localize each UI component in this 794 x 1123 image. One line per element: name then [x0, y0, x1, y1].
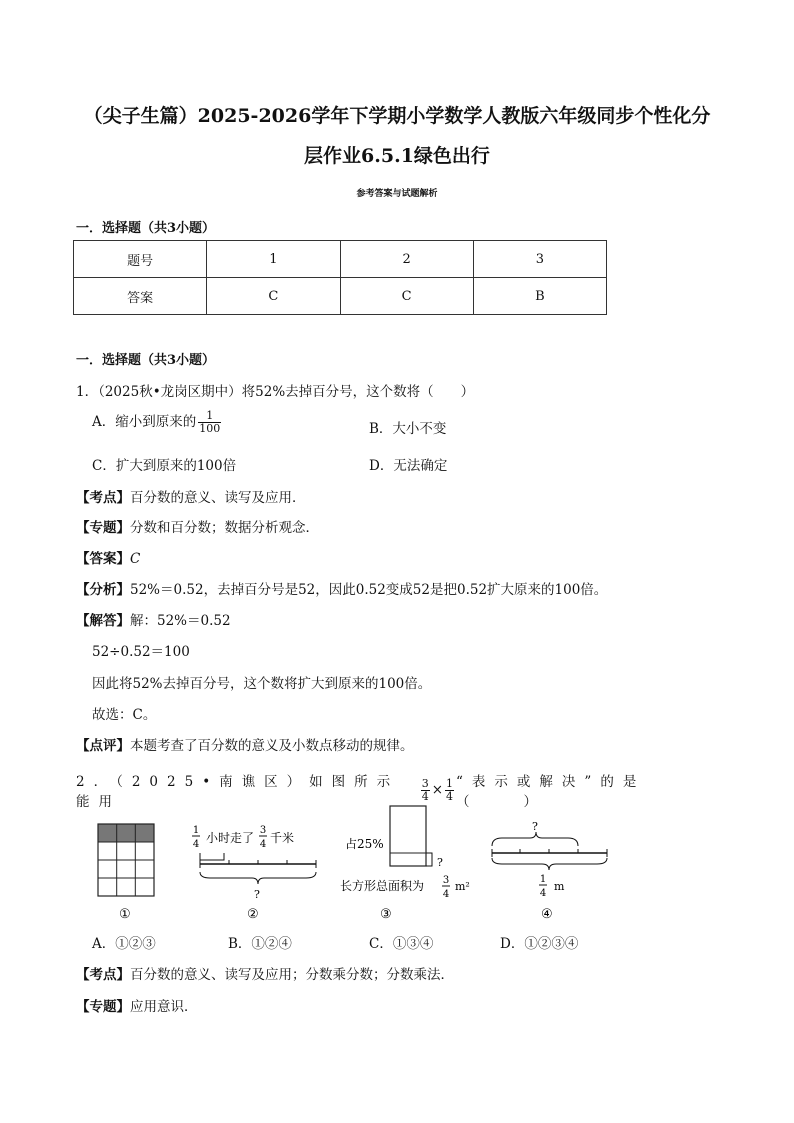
figure-4-diagram — [492, 820, 607, 899]
fig2-question: ? — [254, 888, 260, 901]
q2-stem-suffix: “表示或解决”的是（ ） — [456, 774, 646, 810]
q1-daan — [76, 547, 140, 567]
kaodian-text: 百分数的意义、读写及应用；分数乘分数；分数乘法． — [130, 967, 454, 983]
fig2-frac2-num: 3 — [259, 825, 267, 836]
fig2-label-b: 千米 — [270, 831, 295, 845]
q2-figures — [0, 800, 794, 930]
tag-label: 【专题】 — [76, 999, 130, 1015]
q2-option-a: A．①②③ — [92, 936, 156, 952]
q1-option-c: C．扩大到原来的100倍 — [92, 458, 237, 474]
table-cell: 1 — [207, 241, 340, 278]
fig3-question: ? — [437, 856, 443, 869]
q1-step3: 故选：C。 — [92, 707, 157, 723]
fig-label-4: ④ — [541, 907, 553, 922]
doc-subtitle: 参考答案与试题解析 — [356, 189, 438, 199]
q1-stem: 1．（2025秋•龙岗区期中）将52%去掉百分号，这个数将（ ） — [76, 384, 475, 400]
q1-option-a-text: A．缩小到原来的 — [92, 414, 197, 430]
answer-table — [73, 240, 607, 315]
fig-label-2: ② — [247, 907, 259, 922]
fig2-frac-num: 1 — [192, 825, 200, 836]
fig4-question: ? — [532, 820, 538, 833]
tag-label: 【解答】 — [76, 613, 130, 629]
tag-label: 【分析】 — [76, 582, 130, 598]
zhuanti-text: 应用意识． — [130, 999, 198, 1015]
denominator: 4 — [421, 789, 429, 803]
numerator: 3 — [421, 776, 429, 790]
q1-step2: 因此将52%去掉百分号，这个数将扩大到原来的100倍。 — [92, 676, 432, 692]
fig4-unit: m — [554, 880, 565, 893]
q2-stem-prefix: 2．（2025•南谯区）如图所示能用 — [76, 774, 400, 810]
q2-option-d: D．①②③④ — [500, 936, 579, 952]
q1-option-b: B．大小不变 — [369, 421, 447, 437]
fig-label-3: ③ — [380, 907, 392, 922]
fenxi-text: 52%＝0.52，去掉百分号是52，因此0.52变成52是把0.52扩大原来的100倍。 — [130, 582, 608, 598]
fig2-label-a: 小时走了 — [206, 831, 255, 845]
table-cell: C — [207, 278, 340, 315]
numerator: 1 — [198, 410, 221, 423]
q1-kaodian — [76, 486, 306, 506]
figure-2-diagram — [192, 825, 316, 901]
fig3-percent: 占25% — [345, 837, 384, 851]
tag-label: 【专题】 — [76, 520, 130, 536]
times-sign: × — [431, 781, 444, 798]
q1-fenxi — [76, 578, 607, 598]
table-cell: B — [473, 278, 606, 315]
fig3-frac-den: 4 — [442, 889, 450, 900]
figure-1-grid — [98, 824, 154, 896]
fig3-unit: m² — [455, 880, 470, 893]
tag-label: 【点评】 — [76, 738, 130, 754]
tag-label: 【考点】 — [76, 490, 130, 506]
table-cell: 2 — [340, 241, 473, 278]
denominator: 4 — [446, 789, 454, 803]
q2-option-c: C．①③④ — [369, 936, 434, 952]
q1-dianping — [76, 734, 414, 754]
fig-label-1: ① — [119, 907, 131, 922]
q1-option-a — [92, 410, 223, 435]
numerator: 1 — [446, 776, 454, 790]
q2-expression — [419, 778, 456, 803]
figure-3-rectangle — [340, 806, 470, 900]
q1-option-d: D．无法确定 — [369, 458, 448, 474]
table-cell: 答案 — [74, 278, 207, 315]
fig2-frac-den: 4 — [192, 839, 200, 850]
q2-option-b: B．①②④ — [228, 936, 292, 952]
dianping-text: 本题考查了百分数的意义及小数点移动的规律。 — [130, 738, 414, 754]
table-row — [74, 278, 607, 315]
daan-text: C — [130, 551, 141, 567]
denominator: 100 — [199, 422, 221, 435]
kaodian-text: 百分数的意义、读写及应用． — [130, 490, 306, 506]
q1-step1: 52÷0.52＝100 — [92, 644, 190, 660]
doc-title-line1: （尖子生篇）2025-2026学年下学期小学数学人教版六年级同步个性化分 — [83, 105, 711, 127]
section-heading-2: 一．选择题（共3小题） — [76, 353, 216, 368]
doc-title-line2: 层作业6.5.1绿色出行 — [304, 145, 490, 167]
fraction — [198, 410, 221, 435]
fraction — [421, 778, 430, 803]
fig4-frac-num: 1 — [539, 874, 547, 885]
fig2-frac2-den: 4 — [259, 839, 267, 850]
q2-zhuanti — [76, 995, 198, 1015]
fraction — [445, 778, 454, 803]
q2-kaodian — [76, 963, 454, 983]
zhuanti-text: 分数和百分数；数据分析观念． — [130, 520, 319, 536]
fig3-caption: 长方形总面积为 — [340, 879, 425, 893]
tag-label: 【答案】 — [76, 551, 130, 567]
tag-label: 【考点】 — [76, 967, 130, 983]
section-heading-1: 一．选择题（共3小题） — [76, 221, 216, 236]
q1-jieda — [76, 609, 231, 629]
table-cell: C — [340, 278, 473, 315]
fig4-frac-den: 4 — [539, 888, 547, 899]
q1-zhuanti — [76, 516, 319, 536]
table-cell: 3 — [473, 241, 606, 278]
table-cell: 题号 — [74, 241, 207, 278]
jieda-text: 解：52%＝0.52 — [130, 613, 231, 629]
table-row — [74, 241, 607, 278]
fig3-frac-num: 3 — [442, 875, 450, 886]
